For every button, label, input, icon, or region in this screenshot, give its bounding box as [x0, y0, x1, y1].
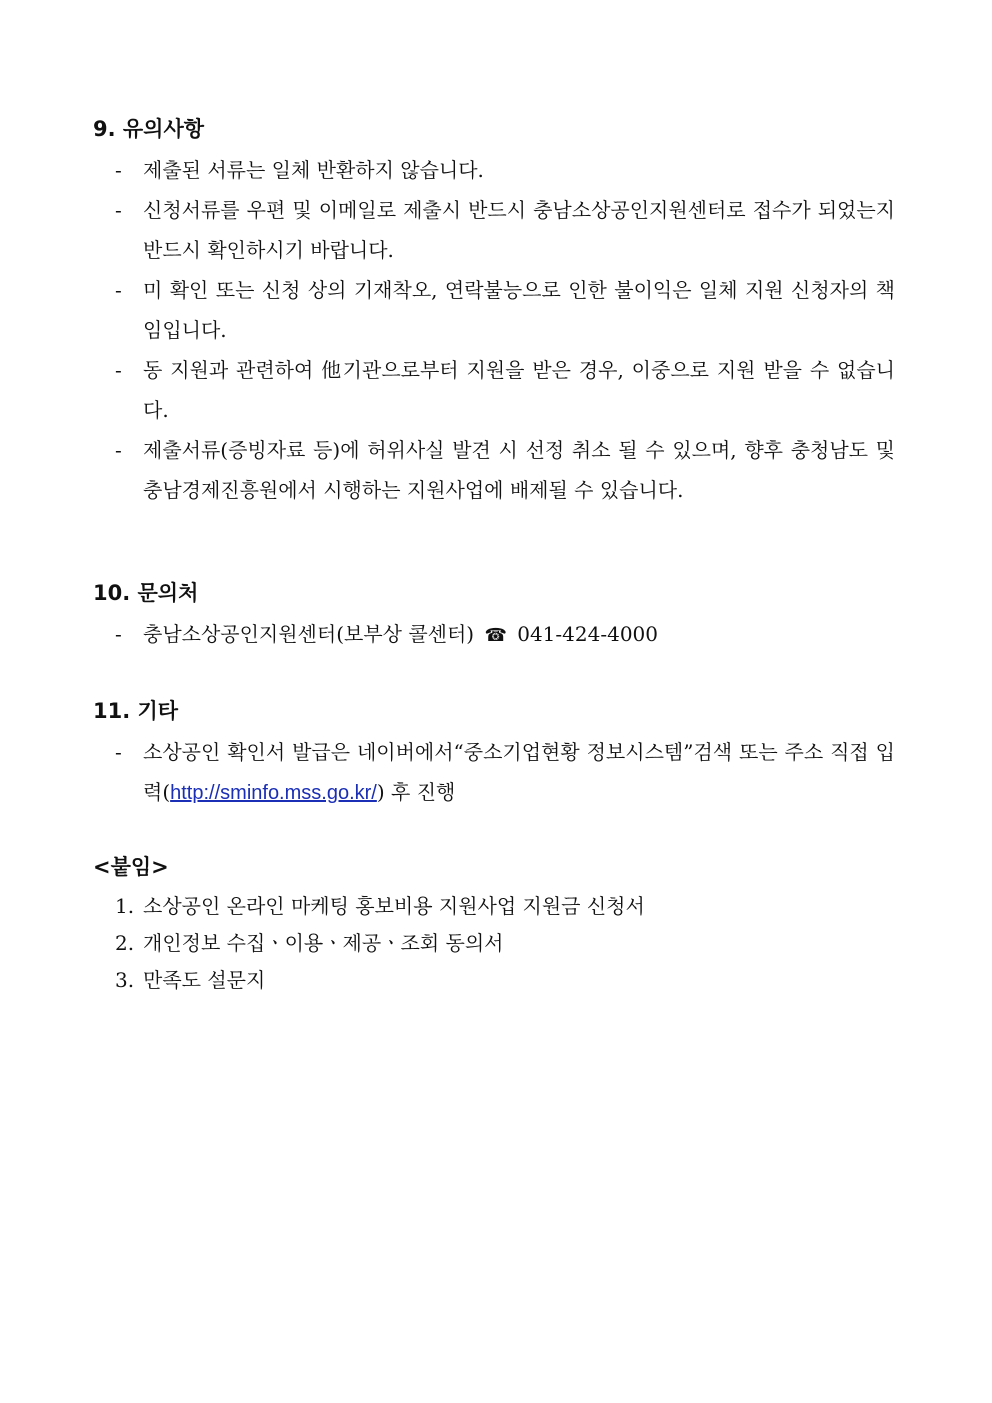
attachment-item	[93, 888, 903, 925]
attachment-number: 2.	[115, 931, 135, 955]
notice-item	[93, 150, 903, 190]
contact-item	[93, 614, 903, 656]
list-dash: -	[115, 198, 122, 222]
list-dash: -	[115, 438, 122, 462]
section-attachments	[93, 852, 903, 999]
section-etc	[93, 696, 903, 813]
attachment-title: 개인정보 수집ㆍ이용ㆍ제공ㆍ조회 동의서	[143, 931, 504, 955]
attachment-title: 만족도 설문지	[143, 968, 266, 992]
etc-text-after: ) 후 진행	[376, 780, 456, 804]
notice-text: 제출된 서류는 일체 반환하지 않습니다.	[143, 158, 484, 182]
contact-label: 충남소상공인지원센터(보부상 콜센터)	[143, 622, 475, 646]
attachments-heading: <붙임>	[93, 855, 169, 879]
list-dash: -	[115, 740, 122, 764]
etc-item	[93, 732, 903, 813]
attachment-number: 3.	[115, 968, 135, 992]
attachment-item	[93, 925, 903, 962]
phone-number: 041-424-4000	[517, 622, 658, 646]
sminfo-link[interactable]: http://sminfo.mss.go.kr/	[170, 782, 377, 804]
phone-icon: ☎	[484, 625, 507, 646]
notice-item	[93, 350, 903, 430]
section-contact	[93, 578, 903, 656]
attachment-title: 소상공인 온라인 마케팅 홍보비용 지원사업 지원금 신청서	[143, 894, 645, 918]
notice-text: 신청서류를 우편 및 이메일로 제출시 반드시 충남소상공인지원센터로 접수가 되었는지 반드시 확인하시기 바랍니다.	[143, 198, 895, 262]
notice-item	[93, 270, 903, 350]
notice-text: 제출서류(증빙자료 등)에 허위사실 발견 시 선정 취소 될 수 있으며, 향후 충청남도 및 충남경제진흥원에서 시행하는 지원사업에 배제될 수 있습니다.	[143, 438, 895, 502]
list-dash: -	[115, 158, 122, 182]
etc-text	[143, 732, 895, 813]
list-dash: -	[115, 622, 122, 646]
section-notices	[93, 114, 903, 510]
notice-item	[93, 430, 903, 510]
notice-item	[93, 190, 903, 270]
contact-heading: 10. 문의처	[93, 581, 199, 605]
notice-text: 미 확인 또는 신청 상의 기재착오, 연락불능으로 인한 불이익은 일체 지원 신청자의 책임입니다.	[143, 278, 895, 342]
etc-text-before: 소상공인 확인서 발급은 네이버에서“중소기업현황 정보시스템”검색 또는 주소 직접 입력(	[143, 740, 895, 804]
notice-text: 동 지원과 관련하여 他기관으로부터 지원을 받은 경우, 이중으로 지원 받을 수 없습니다.	[143, 358, 895, 422]
contact-text	[143, 614, 895, 656]
list-dash: -	[115, 278, 122, 302]
attachment-number: 1.	[115, 894, 135, 918]
list-dash: -	[115, 358, 122, 382]
etc-heading: 11. 기타	[93, 699, 179, 723]
notices-heading: 9. 유의사항	[93, 117, 205, 141]
attachment-item	[93, 962, 903, 999]
